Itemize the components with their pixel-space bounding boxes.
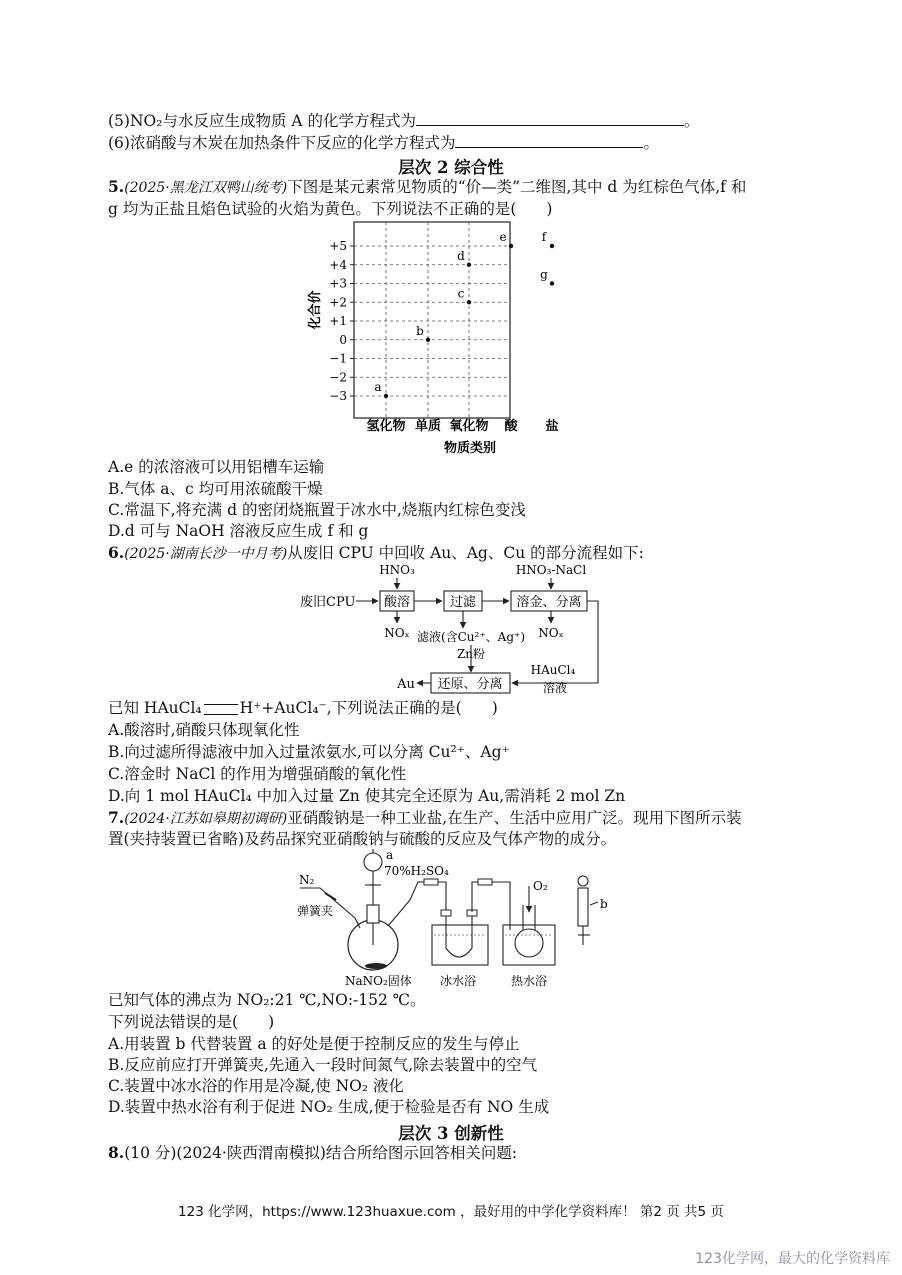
acid-label: 70%H₂SO₄ [384, 864, 449, 878]
hot-water-bath [503, 925, 555, 965]
apparatus-b [578, 888, 588, 926]
valence-category-chart [300, 215, 559, 460]
option-c: C.装置中冰水浴的作用是冷凝,使 NO₂ 液化 [108, 1077, 404, 1095]
question-7-ask: 下列说法错误的是( ) [108, 1013, 275, 1031]
option-b: B.向过滤所得滤液中加入过量浓氨水,可以分离 Cu²⁺、Ag⁺ [108, 743, 510, 761]
section-title: 层次 2 综合性 [398, 158, 504, 177]
point-label-a: a [374, 380, 382, 394]
apparatus-diagram [290, 845, 620, 990]
option-b: B.气体 a、c 均可用浓硫酸干燥 [108, 480, 323, 498]
option-a: A.e 的浓溶液可以用铝槽车运输 [108, 458, 325, 476]
option-d: D.向 1 mol HAuCl₄ 中加入过量 Zn 使其完全还原为 Au,需消耗 2 mol Zn [108, 787, 626, 805]
y-tick-label: +1 [329, 314, 347, 328]
x-tick-label: 氧化物 [449, 419, 489, 434]
y-tick-label: +3 [329, 276, 347, 291]
x-axis-label: 物质类别 [443, 441, 497, 456]
option-b: B.反应前应打开弹簧夹,先通入一段时间氮气,除去装置中的空气 [108, 1056, 538, 1074]
flow-au: Au [397, 677, 415, 692]
data-point-a [384, 394, 388, 398]
flow-filtrate: 滤液(含Cu²⁺、Ag⁺) [416, 630, 526, 644]
flow-zn: Zn粉 [456, 647, 486, 661]
n2-label: N₂ [299, 873, 315, 887]
x-tick-label: 单质 [414, 419, 442, 434]
point-label-g: g [540, 267, 548, 282]
flow-hno3-nacl: HNO₃-NaCl [515, 563, 587, 577]
equilibrium-sign [204, 704, 238, 715]
nano2-solid [365, 963, 387, 969]
data-point-d [467, 263, 471, 267]
flow-box1-label: 酸溶 [383, 595, 411, 610]
question-5-line1: 5.(2025·黑龙江双鸭山统考)下图是某元素常见物质的“价—类”二维图,其中 d 为红棕色气体,f 和 [108, 177, 747, 196]
y-tick-label: +2 [329, 295, 347, 310]
flow-start: 废旧CPU [300, 595, 356, 610]
data-point-f [550, 244, 554, 248]
process-flow-diagram [290, 560, 620, 700]
q-prev-6: (6)浓硝酸与木炭在加热条件下反应的化学方程式为 。 [108, 134, 659, 152]
funnel-a-label: a [386, 848, 394, 862]
point-label-b: b [416, 323, 424, 338]
option-a: A.酸溶时,硝酸只体现氧化性 [108, 721, 300, 739]
option-c: C.常温下,将充满 d 的密闭烧瓶置于冰水中,烧瓶内红棕色变浅 [108, 501, 526, 519]
flow-nox-1: NOₓ [384, 626, 410, 640]
point-label-f: f [541, 230, 547, 244]
option-c: C.溶金时 NaCl 的作用为增强硝酸的氧化性 [108, 765, 407, 783]
point-label-d: d [457, 248, 465, 263]
question-6-stem: 6.(2025·湖南长沙一中月考)从废旧 CPU 中回收 Au、Ag、Cu 的部分流程如下: [108, 543, 644, 562]
y-tick-label: −3 [329, 389, 347, 403]
point-label-c: c [457, 286, 465, 301]
u-tube [446, 912, 472, 957]
x-tick-label: 盐 [545, 419, 559, 434]
flow-haucl4: HAuCl₄ [530, 663, 576, 677]
flow-box3-label: 溶金、分离 [516, 595, 582, 610]
y-tick-label: −2 [329, 370, 347, 385]
answer-blank [416, 110, 684, 126]
answer-blank [455, 132, 643, 148]
hot-bath-flask [515, 929, 543, 957]
data-point-e [509, 244, 513, 248]
question-7-line2: 置(夹持装置已省略)及药品探究亚硝酸钠与硫酸的反应及气体产物的成分。 [108, 830, 617, 848]
option-d: D.d 可与 NaOH 溶液反应生成 f 和 g [108, 522, 369, 540]
y-tick-label: −1 [329, 351, 347, 366]
q-prev-5: (5)NO₂与水反应生成物质 A 的化学方程式为 。 [108, 112, 700, 130]
data-point-c [467, 300, 471, 304]
data-point-g [550, 281, 554, 285]
solid-label: NaNO₂固体 [345, 974, 412, 988]
question-5-line2: g 均为正盐且焰色试验的火焰为黄色。下列说法不正确的是( ) [108, 200, 553, 218]
flow-hno3: HNO₃ [379, 563, 415, 577]
point-label-e: e [499, 230, 507, 244]
question-7-known: 已知气体的沸点为 NO₂:21 ℃,NO:-152 ℃。 [108, 991, 426, 1009]
option-d: D.装置中热水浴有利于促进 NO₂ 生成,便于检验是否有 NO 生成 [108, 1098, 550, 1116]
y-tick-label: 0 [339, 332, 347, 347]
ice-water-bath [432, 925, 488, 965]
flow-box4-label: 还原、分离 [437, 677, 503, 692]
y-axis-label: 化合价 [308, 290, 323, 330]
watermark: 123化学网，最大的化学资料库 [695, 1251, 890, 1267]
apparatus-b-label: b [600, 897, 608, 911]
x-tick-label: 氢化物 [366, 419, 406, 434]
flow-box2-label: 过滤 [449, 595, 477, 610]
page-footer: 123 化学网，https://www.123huaxue.com ，最好用的中学化学资料库！ 第2 页 共5 页 [178, 1204, 724, 1220]
hot-bath-label: 热水浴 [511, 974, 548, 988]
flow-solution: 溶液 [542, 681, 568, 695]
question-8-stem: 8.(10 分)(2024·陕西渭南模拟)结合所给图示回答相关问题: [108, 1143, 518, 1162]
spring-clip-label: 弹簧夹 [297, 904, 334, 918]
flow-nox-2: NOₓ [538, 626, 564, 640]
x-tick-label: 酸 [504, 419, 518, 434]
question-6-known: 已知 HAuCl₄ H⁺+AuCl₄⁻,下列说法正确的是( ) [108, 699, 498, 717]
funnel-a [364, 853, 382, 871]
data-point-b [426, 338, 430, 342]
question-7-line1: 7.(2024·江苏如皋期初调研)亚硝酸钠是一种工业盐,在生产、生活中应用广泛。现用下图所示装 [108, 808, 742, 827]
option-a: A.用装置 b 代替装置 a 的好处是便于控制反应的发生与停止 [108, 1035, 520, 1053]
ice-bath-label: 冰水浴 [440, 974, 477, 988]
y-tick-label: +4 [329, 257, 347, 272]
y-tick-label: +5 [329, 239, 347, 253]
section-title: 层次 3 创新性 [398, 1124, 504, 1143]
o2-label: O₂ [533, 879, 548, 893]
